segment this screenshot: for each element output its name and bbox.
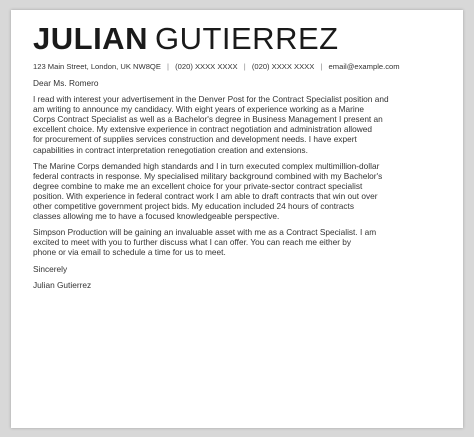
- separator: |: [167, 62, 170, 71]
- text-line: position. With experience in federal contract work I am able to draft contracts that win out over: [33, 190, 378, 201]
- letter-body: [33, 78, 447, 290]
- separator: |: [320, 62, 323, 71]
- text-line: classes allowing me to have a focused knowledgeable perspective.: [33, 211, 280, 222]
- text-line: am writing to announce my candidacy. With eight years of experience working as a Marine: [33, 104, 364, 115]
- paragraph-2: [33, 161, 447, 222]
- paragraph-3: [33, 227, 447, 257]
- text-line: for procurement of supplies services construction and development needs. I have expert: [33, 134, 357, 145]
- letter-page: [11, 10, 463, 428]
- text-line: I read with interest your advertisement in the Denver Post for the Contract Specialist position and: [33, 94, 389, 105]
- email-text: email@example.com: [328, 62, 400, 71]
- paragraph-1: [33, 94, 447, 155]
- separator: |: [243, 62, 246, 71]
- text-line: other competitive government project bids. My education included 24 hours of contracts: [33, 201, 354, 212]
- text-line: Corps Contract Specialist as well as a Bachelor's degree in Business Management I present an: [33, 114, 383, 125]
- first-name: JULIAN: [33, 21, 148, 56]
- text-line: federal contracts in response. My specialised military background combined with my Bachelor's: [33, 170, 383, 181]
- text-line: excellent choice. My extensive experience in contract negotiation and administration allowed: [33, 124, 372, 135]
- phone-text: (020) XXXX XXXX: [175, 62, 238, 71]
- text-line: capabilities in contract interpretation renegotiation creation and extensions.: [33, 144, 308, 155]
- closing: Sincerely: [33, 263, 68, 274]
- salutation: Dear Ms. Romero: [33, 78, 99, 88]
- applicant-name: [33, 22, 447, 56]
- text-line: excited to meet with you to further discuss what I can offer. You can reach me either by: [33, 237, 352, 248]
- text-line: The Marine Corps demanded high standards and I in turn executed complex multimillion-dollar: [33, 160, 380, 171]
- contact-line: [33, 62, 447, 71]
- text-line: degree combine to make me an excellent choice for your private-sector contract specialist: [33, 180, 363, 191]
- text-line: phone or via email to schedule a time for us to meet.: [33, 247, 226, 258]
- text-line: Simpson Production will be gaining an invaluable asset with me as a Contract Specialist. I am: [33, 227, 377, 238]
- mobile-text: (020) XXXX XXXX: [251, 62, 315, 71]
- address-text: 123 Main Street, London, UK NW8QE: [33, 62, 161, 71]
- last-name: GUTIERREZ: [154, 21, 339, 56]
- signature-name: Julian Gutierrez: [33, 279, 92, 290]
